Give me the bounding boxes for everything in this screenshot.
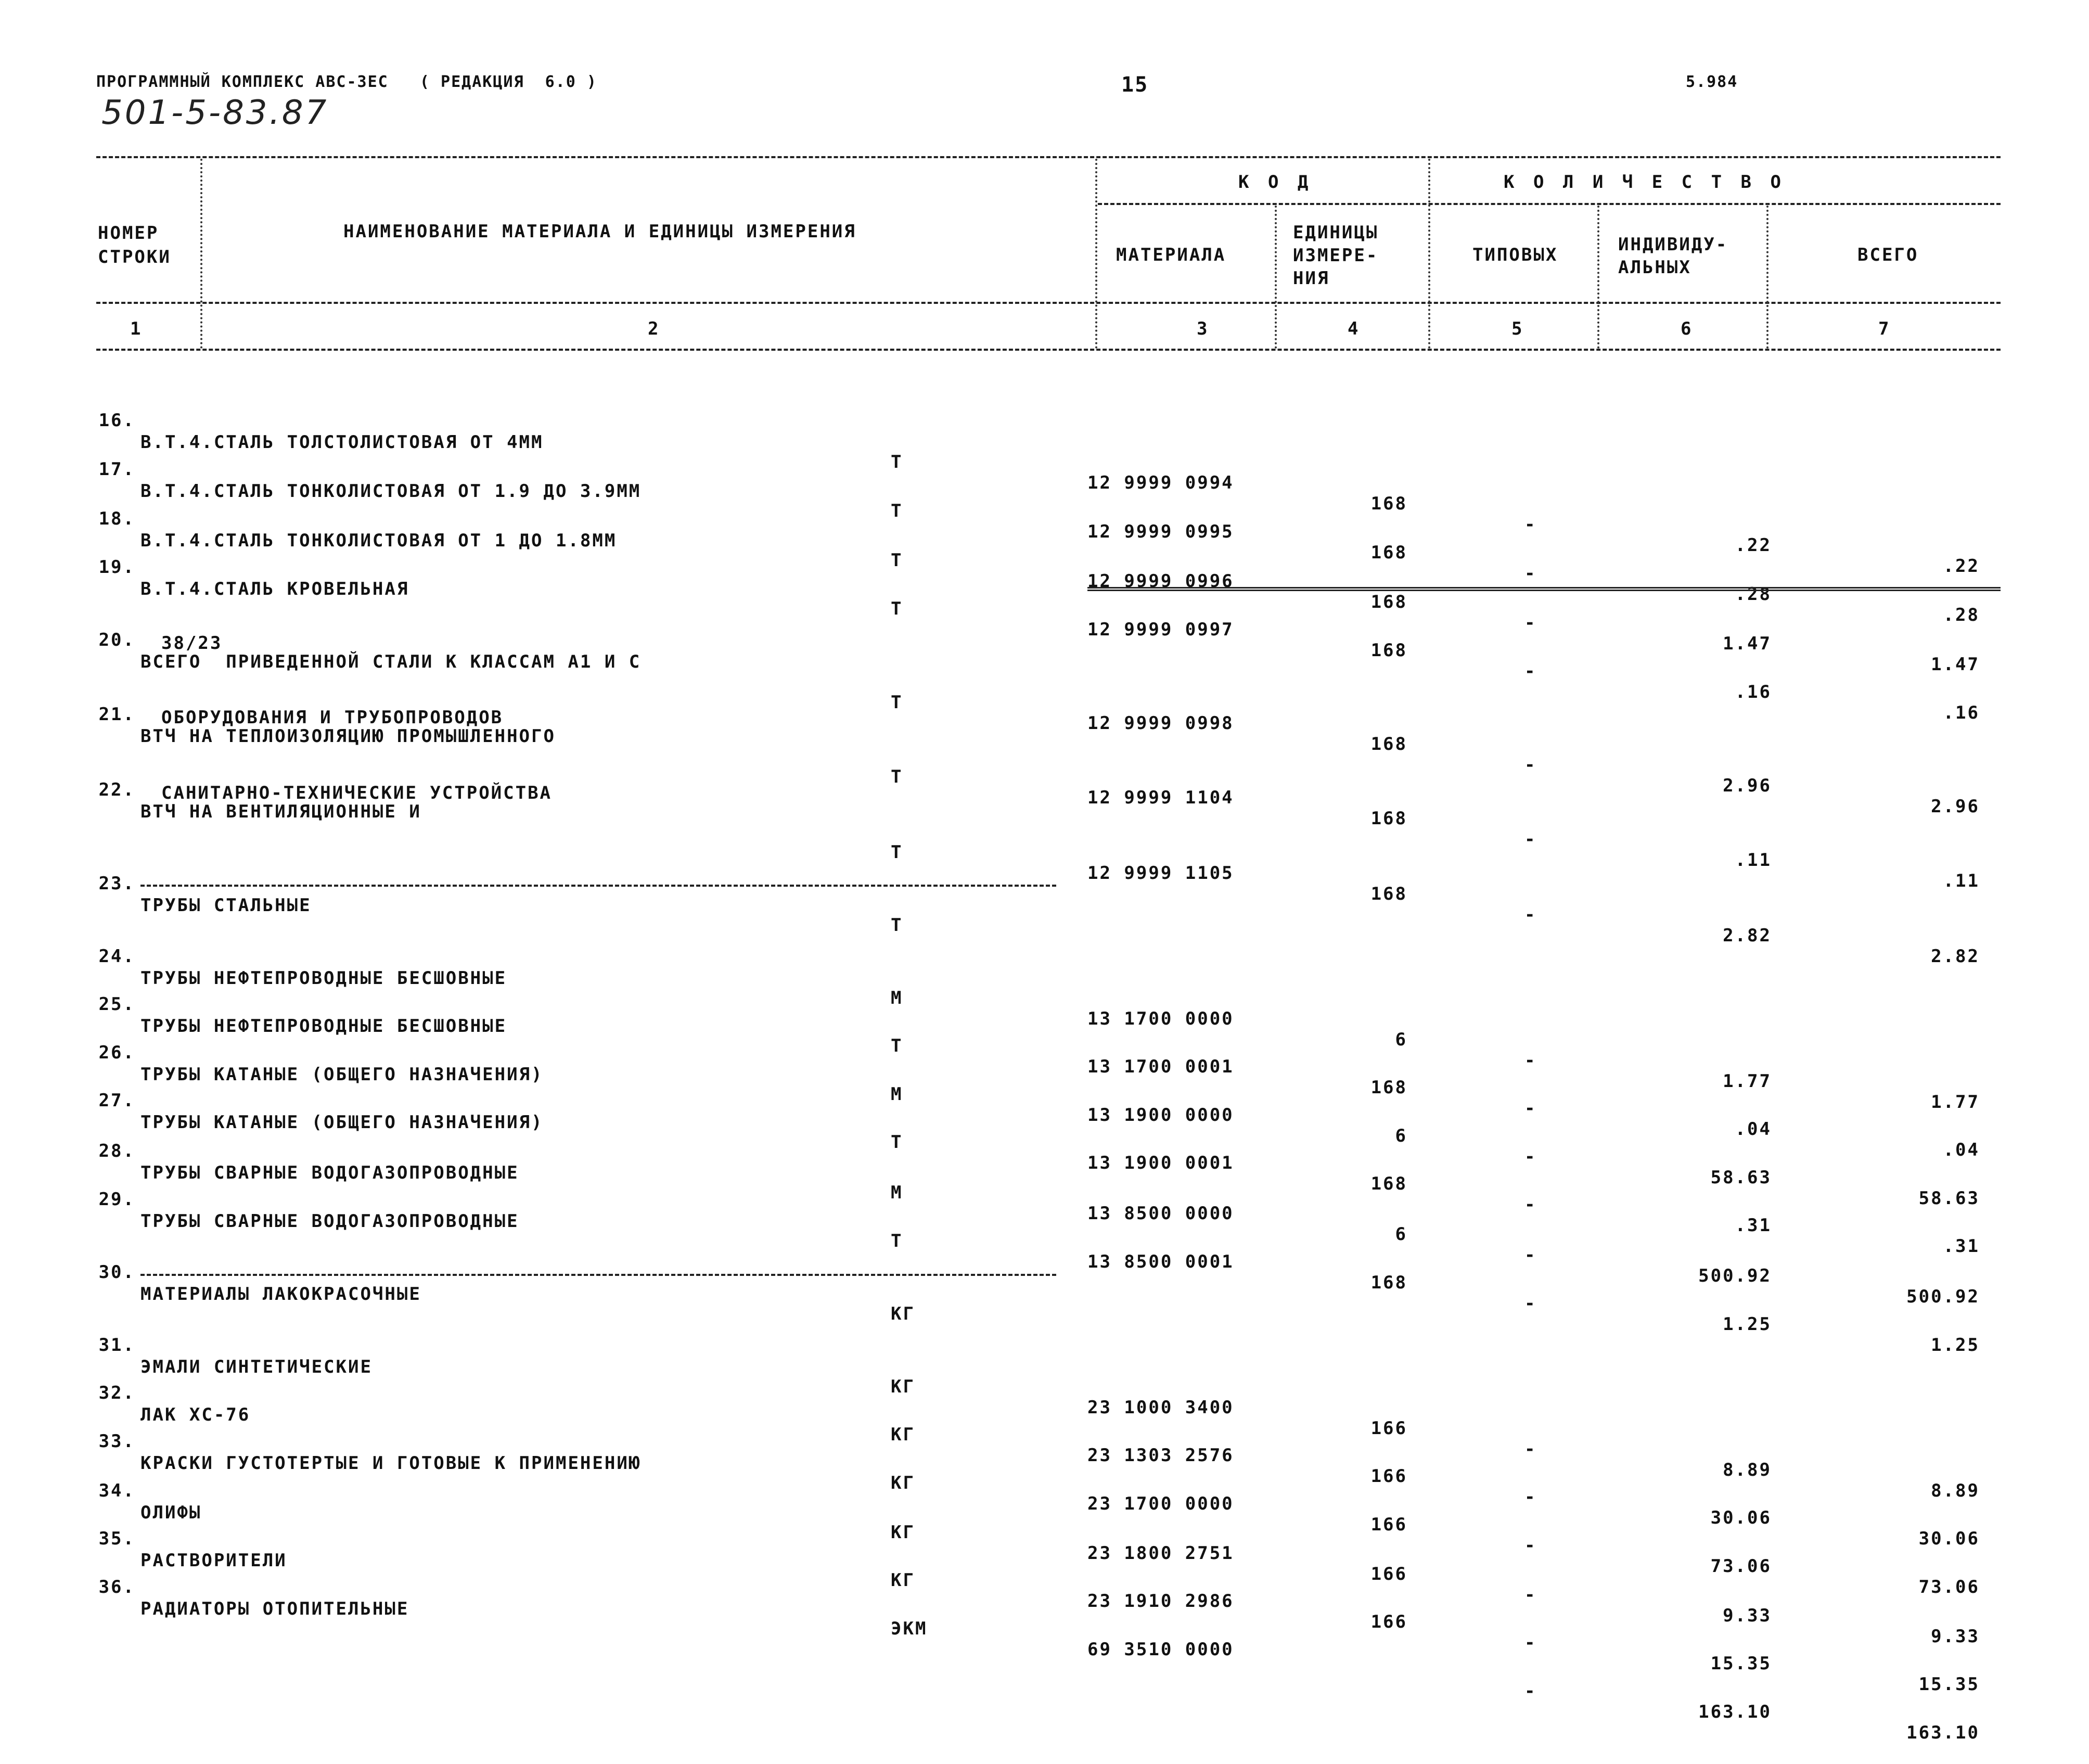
unit: Т bbox=[891, 550, 903, 571]
typical-qty: - bbox=[1524, 904, 1537, 925]
unit-code: 168 bbox=[1370, 1077, 1407, 1098]
material-name: В.Т.4.СТАЛЬ ТОЛСТОЛИСТОВАЯ ОТ 4ММ bbox=[140, 432, 544, 453]
individual-qty: .28 bbox=[1735, 584, 1772, 605]
total-qty: .11 bbox=[1943, 871, 1980, 891]
unit: М bbox=[891, 988, 903, 1008]
material-name: ТРУБЫ НЕФТЕПРОВОДНЫЕ БЕСШОВНЫЕ bbox=[140, 1016, 507, 1037]
group-rule bbox=[1098, 203, 2001, 205]
totals-rule bbox=[1087, 587, 2001, 591]
typical-qty: - bbox=[1524, 514, 1537, 535]
row-number: 20. bbox=[98, 630, 135, 650]
row-number: 22. bbox=[98, 779, 135, 800]
material-code: 13 1700 0000 bbox=[1087, 1008, 1234, 1029]
typical-qty: - bbox=[1524, 1535, 1537, 1556]
material-name: ТРУБЫ СТАЛЬНЫЕ bbox=[140, 895, 312, 916]
total-qty: 2.82 bbox=[1931, 946, 1980, 967]
unit-code: 168 bbox=[1370, 592, 1407, 612]
material-name: МАТЕРИАЛЫ ЛАКОКРАСОЧНЫЕ bbox=[140, 1284, 421, 1305]
col-quantity-group: К О Л И Ч Е С Т В О bbox=[1504, 172, 1785, 193]
typical-qty: - bbox=[1524, 1681, 1537, 1702]
individual-qty: 2.82 bbox=[1723, 925, 1772, 946]
program-title: ПРОГРАММНЫЙ КОМПЛЕКС АВС-3ЕС ( РЕДАКЦИЯ 6.0 ) bbox=[96, 73, 597, 91]
typical-qty: - bbox=[1524, 1146, 1537, 1167]
total-qty: 8.89 bbox=[1931, 1480, 1980, 1501]
material-name-continued: 38/23 bbox=[161, 633, 223, 654]
row-number: 25. bbox=[98, 994, 135, 1015]
material-code: 12 9999 0997 bbox=[1087, 619, 1234, 640]
col-name: НАИМЕНОВАНИЕ МАТЕРИАЛА И ЕДИНИЦЫ ИЗМЕРЕНИЯ bbox=[343, 221, 856, 242]
unit-code: 6 bbox=[1395, 1029, 1407, 1050]
handwritten-annotation: 501-5-83.87 bbox=[101, 94, 329, 132]
col-number-1: 1 bbox=[130, 318, 143, 339]
col-code-group: К О Д bbox=[1238, 172, 1313, 193]
unit: М bbox=[891, 1182, 903, 1203]
row-number: 23. bbox=[98, 873, 135, 894]
individual-qty: 2.96 bbox=[1723, 775, 1772, 796]
individual-qty: 15.35 bbox=[1710, 1653, 1772, 1674]
document-code: 5.984 bbox=[1686, 73, 1738, 91]
col-total: ВСЕГО bbox=[1857, 245, 1919, 265]
unit: Т bbox=[891, 915, 903, 936]
typical-qty: - bbox=[1524, 1632, 1537, 1653]
total-qty: 73.06 bbox=[1918, 1577, 1980, 1597]
typical-qty: - bbox=[1524, 1098, 1537, 1119]
material-code: 13 8500 0000 bbox=[1087, 1203, 1234, 1224]
unit: Т bbox=[891, 598, 903, 619]
material-code: 13 1700 0001 bbox=[1087, 1056, 1234, 1077]
individual-qty: 9.33 bbox=[1723, 1605, 1772, 1626]
material-code: 23 1000 3400 bbox=[1087, 1397, 1234, 1418]
unit: Т bbox=[891, 842, 903, 863]
material-code: 23 1800 2751 bbox=[1087, 1543, 1234, 1564]
material-name: В.Т.4.СТАЛЬ ТОНКОЛИСТОВАЯ ОТ 1 ДО 1.8ММ bbox=[140, 530, 617, 551]
individual-qty: 163.10 bbox=[1698, 1702, 1772, 1722]
unit-code: 168 bbox=[1370, 1173, 1407, 1194]
unit: Т bbox=[891, 1132, 903, 1153]
section-rule bbox=[140, 885, 1056, 887]
row-number: 27. bbox=[98, 1090, 135, 1111]
individual-qty: .22 bbox=[1735, 535, 1772, 556]
material-name: ЛАК ХС-76 bbox=[140, 1404, 251, 1425]
row-number: 17. bbox=[98, 459, 135, 480]
row-number: 31. bbox=[98, 1335, 135, 1356]
material-name: В.Т.4.СТАЛЬ КРОВЕЛЬНАЯ bbox=[140, 579, 409, 599]
material-name: ТРУБЫ КАТАНЫЕ (ОБЩЕГО НАЗНАЧЕНИЯ) bbox=[140, 1112, 544, 1133]
material-code: 23 1910 2986 bbox=[1087, 1591, 1234, 1612]
individual-qty: 30.06 bbox=[1710, 1507, 1772, 1528]
material-name-continued: ОБОРУДОВАНИЯ И ТРУБОПРОВОДОВ bbox=[161, 707, 504, 728]
typical-qty: - bbox=[1524, 1050, 1537, 1071]
unit: КГ bbox=[891, 1473, 915, 1493]
material-name: В.Т.4.СТАЛЬ ТОНКОЛИСТОВАЯ ОТ 1.9 ДО 3.9ММ bbox=[140, 481, 642, 502]
individual-qty: 1.47 bbox=[1723, 633, 1772, 654]
unit-code: 168 bbox=[1370, 884, 1407, 904]
col-number-6: 6 bbox=[1681, 318, 1693, 339]
row-number: 34. bbox=[98, 1480, 135, 1501]
typical-qty: - bbox=[1524, 1439, 1537, 1460]
material-code: 12 9999 0998 bbox=[1087, 713, 1234, 734]
row-number: 21. bbox=[98, 704, 135, 725]
material-name: КРАСКИ ГУСТОТЕРТЫЕ И ГОТОВЫЕ К ПРИМЕНЕНИЮ bbox=[140, 1453, 642, 1474]
material-code: 12 9999 0995 bbox=[1087, 521, 1234, 542]
unit-code: 168 bbox=[1370, 493, 1407, 514]
unit: ЭКМ bbox=[891, 1618, 928, 1639]
row-number: 36. bbox=[98, 1577, 135, 1597]
unit: Т bbox=[891, 452, 903, 472]
unit: Т bbox=[891, 1231, 903, 1251]
col-row-no: НОМЕР СТРОКИ bbox=[98, 223, 171, 267]
total-qty: 1.47 bbox=[1931, 654, 1980, 675]
typical-qty: - bbox=[1524, 755, 1537, 775]
material-name: ВТЧ НА ТЕПЛОИЗОЛЯЦИЮ ПРОМЫШЛЕННОГО bbox=[140, 726, 556, 747]
typical-qty: - bbox=[1524, 1584, 1537, 1605]
unit-code: 6 bbox=[1395, 1126, 1407, 1146]
unit: М bbox=[891, 1084, 903, 1105]
unit: КГ bbox=[891, 1376, 915, 1397]
row-number: 29. bbox=[98, 1189, 135, 1210]
section-rule bbox=[140, 1274, 1056, 1276]
row-number: 18. bbox=[98, 508, 135, 529]
material-code: 69 3510 0000 bbox=[1087, 1639, 1234, 1660]
page-number: 15 bbox=[1121, 73, 1149, 97]
unit: Т bbox=[891, 766, 903, 787]
unit-code: 166 bbox=[1370, 1514, 1407, 1535]
typical-qty: - bbox=[1524, 661, 1537, 682]
material-name: ТРУБЫ СВАРНЫЕ ВОДОГАЗОПРОВОДНЫЕ bbox=[140, 1162, 519, 1183]
unit-code: 166 bbox=[1370, 1418, 1407, 1439]
material-name: РАСТВОРИТЕЛИ bbox=[140, 1550, 287, 1571]
total-qty: 30.06 bbox=[1918, 1528, 1980, 1549]
individual-qty: .04 bbox=[1735, 1119, 1772, 1140]
row-number: 26. bbox=[98, 1042, 135, 1063]
total-qty: .22 bbox=[1943, 556, 1980, 577]
col-number-7: 7 bbox=[1878, 318, 1891, 339]
total-qty: 9.33 bbox=[1931, 1626, 1980, 1647]
row-number: 33. bbox=[98, 1431, 135, 1452]
material-name-continued: САНИТАРНО-ТЕХНИЧЕСКИЕ УСТРОЙСТВА bbox=[161, 783, 553, 803]
unit: Т bbox=[891, 692, 903, 713]
unit-code: 166 bbox=[1370, 1612, 1407, 1632]
typical-qty: - bbox=[1524, 1487, 1537, 1507]
total-qty: 500.92 bbox=[1906, 1286, 1980, 1307]
unit-code: 166 bbox=[1370, 1564, 1407, 1584]
row-number: 32. bbox=[98, 1383, 135, 1403]
row-number: 19. bbox=[98, 557, 135, 578]
individual-qty: .16 bbox=[1735, 682, 1772, 702]
material-code: 13 8500 0001 bbox=[1087, 1251, 1234, 1272]
typical-qty: - bbox=[1524, 612, 1537, 633]
unit-code: 6 bbox=[1395, 1224, 1407, 1245]
material-name: ТРУБЫ КАТАНЫЕ (ОБЩЕГО НАЗНАЧЕНИЯ) bbox=[140, 1064, 544, 1085]
typical-qty: - bbox=[1524, 1245, 1537, 1266]
material-code: 13 1900 0001 bbox=[1087, 1153, 1234, 1173]
col-number-3: 3 bbox=[1197, 318, 1209, 339]
col-typical: ТИПОВЫХ bbox=[1472, 245, 1558, 265]
typical-qty: - bbox=[1524, 563, 1537, 584]
individual-qty: .11 bbox=[1735, 850, 1772, 871]
unit-code: 168 bbox=[1370, 1272, 1407, 1293]
material-name: ОЛИФЫ bbox=[140, 1502, 202, 1523]
material-name: ВСЕГО ПРИВЕДЕННОЙ СТАЛИ К КЛАССАМ А1 И С bbox=[140, 651, 642, 672]
material-name: ЭМАЛИ СИНТЕТИЧЕСКИЕ bbox=[140, 1357, 373, 1377]
col-number-5: 5 bbox=[1511, 318, 1524, 339]
material-code: 12 9999 1104 bbox=[1087, 787, 1234, 808]
unit: Т bbox=[891, 501, 903, 521]
material-code: 23 1700 0000 bbox=[1087, 1493, 1234, 1514]
unit-code: 166 bbox=[1370, 1466, 1407, 1487]
unit: Т bbox=[891, 1036, 903, 1056]
header-rule bbox=[96, 302, 2001, 304]
total-qty: .28 bbox=[1943, 605, 1980, 625]
total-qty: 163.10 bbox=[1906, 1722, 1980, 1743]
total-qty: .04 bbox=[1943, 1140, 1980, 1160]
material-name: ТРУБЫ НЕФТЕПРОВОДНЫЕ БЕСШОВНЫЕ bbox=[140, 968, 507, 989]
total-qty: 15.35 bbox=[1918, 1674, 1980, 1695]
individual-qty: 500.92 bbox=[1698, 1266, 1772, 1286]
row-number: 24. bbox=[98, 946, 135, 967]
unit-code: 168 bbox=[1370, 808, 1407, 829]
material-code: 12 9999 0994 bbox=[1087, 472, 1234, 493]
material-code: 12 9999 0996 bbox=[1087, 571, 1234, 592]
unit-code: 168 bbox=[1370, 542, 1407, 563]
unit: КГ bbox=[891, 1303, 915, 1324]
total-qty: 1.77 bbox=[1931, 1092, 1980, 1113]
total-qty: .16 bbox=[1943, 702, 1980, 723]
individual-qty: .31 bbox=[1735, 1215, 1772, 1236]
col-individual: ИНДИВИДУ- АЛЬНЫХ bbox=[1618, 234, 1728, 278]
unit-code: 168 bbox=[1370, 734, 1407, 755]
col-material: МАТЕРИАЛА bbox=[1116, 245, 1226, 265]
total-qty: 1.25 bbox=[1931, 1335, 1980, 1356]
col-unit-code: ЕДИНИЦЫ ИЗМЕРЕ- НИЯ bbox=[1293, 222, 1379, 289]
total-qty: 2.96 bbox=[1931, 796, 1980, 817]
material-name: ВТЧ НА ВЕНТИЛЯЦИОННЫЕ И bbox=[140, 801, 421, 822]
row-number: 28. bbox=[98, 1141, 135, 1161]
unit: КГ bbox=[891, 1570, 915, 1591]
row-number: 35. bbox=[98, 1528, 135, 1549]
unit: КГ bbox=[891, 1424, 915, 1445]
typical-qty: - bbox=[1524, 829, 1537, 850]
material-code: 12 9999 1105 bbox=[1087, 863, 1234, 884]
unit: КГ bbox=[891, 1522, 915, 1543]
unit-code: 168 bbox=[1370, 640, 1407, 661]
individual-qty: 73.06 bbox=[1710, 1556, 1772, 1577]
material-name: ТРУБЫ СВАРНЫЕ ВОДОГАЗОПРОВОДНЫЕ bbox=[140, 1211, 519, 1232]
total-qty: .31 bbox=[1943, 1236, 1980, 1257]
typical-qty: - bbox=[1524, 1194, 1537, 1215]
total-qty: 58.63 bbox=[1918, 1188, 1980, 1209]
individual-qty: 8.89 bbox=[1723, 1460, 1772, 1480]
individual-qty: 1.77 bbox=[1723, 1071, 1772, 1092]
material-code: 13 1900 0000 bbox=[1087, 1105, 1234, 1126]
top-rule bbox=[96, 156, 2001, 158]
typical-qty: - bbox=[1524, 1293, 1537, 1314]
material-name: РАДИАТОРЫ ОТОПИТЕЛЬНЫЕ bbox=[140, 1599, 409, 1619]
individual-qty: 1.25 bbox=[1723, 1314, 1772, 1335]
col-number-4: 4 bbox=[1348, 318, 1360, 339]
row-number: 16. bbox=[98, 410, 135, 431]
row-number: 30. bbox=[98, 1262, 135, 1283]
individual-qty: 58.63 bbox=[1710, 1167, 1772, 1188]
col-number-2: 2 bbox=[648, 318, 660, 339]
numbers-rule bbox=[96, 349, 2001, 351]
material-code: 23 1303 2576 bbox=[1087, 1445, 1234, 1466]
